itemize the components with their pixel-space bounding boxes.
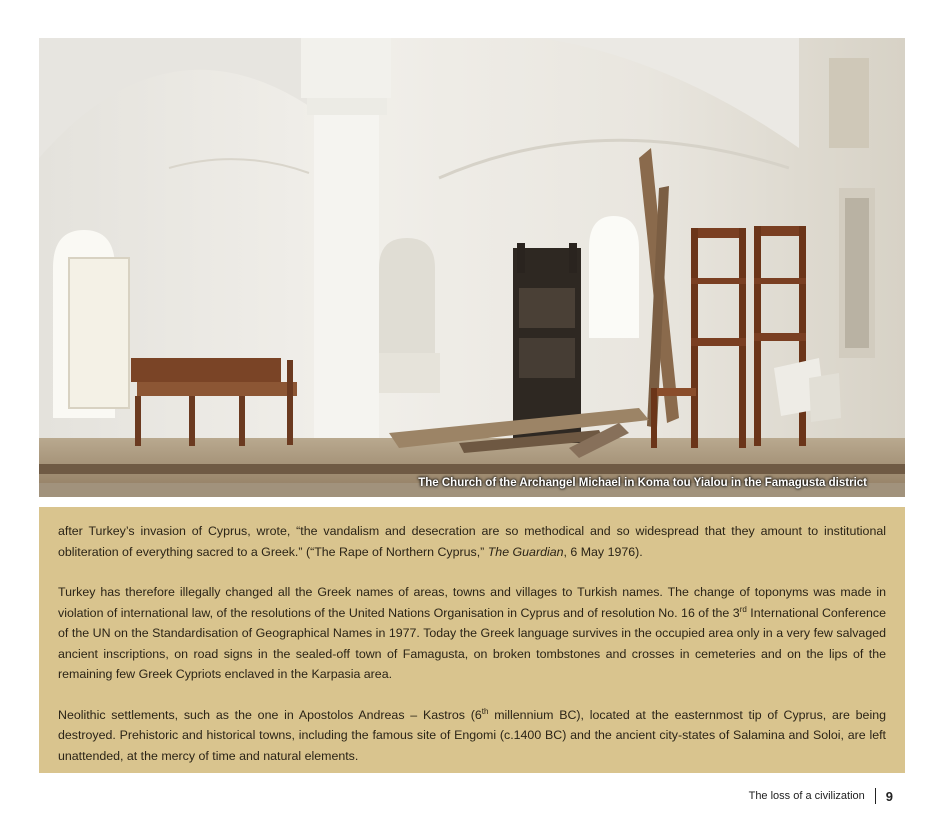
footer-separator (875, 788, 876, 804)
paragraph-1: after Turkey’s invasion of Cyprus, wrote, “the vandalism and desecration are so methodical and so widespread that they amount to institutional obliteration of everything sacred to a Greek.” (“The Rape of Northern Cyprus,” The Guardian, 6 May 1976). (58, 524, 886, 559)
section-title: The loss of a civilization (748, 790, 865, 802)
photo-caption: The Church of the Archangel Michael in Koma tou Yialou in the Famagusta district (418, 477, 867, 489)
publication-title: The Guardian (487, 544, 564, 559)
paragraph-2: Turkey has therefore illegally changed all the Greek names of areas, towns and villages to Turkish names. The change of toponyms was made in violation of international law, of the resolutions of the United Nations Organisation in Cyprus and of resolution No. 16 of the 3rd International Conference of the UN on the Standardisation of Geographical Names in 1977. Today the Greek language survives in the occupied area only in a very few salvaged ancient inscriptions, on road signs in the sealed-off town of Famagusta, on broken tombstones and crosses in cemeteries and on the lips of the remaining few Greek Cypriots enclaved in the Karpasia area. (58, 585, 886, 681)
page-footer (749, 788, 893, 804)
page-number: 9 (885, 788, 893, 804)
church-photo (39, 38, 905, 497)
church-interior-illustration (39, 38, 905, 497)
paragraph-3: Neolithic settlements, such as the one in Apostolos Andreas – Kastros (6th millennium BC), located at the easternmost tip of Cyprus, are being destroyed. Prehistoric and historical towns, including the famous site of Engomi (c.1400 BC) and the ancient city-states of Salamina and Soloi, are left unattended, at the mercy of time and natural elements. (58, 706, 886, 763)
article-text-box (39, 507, 905, 773)
